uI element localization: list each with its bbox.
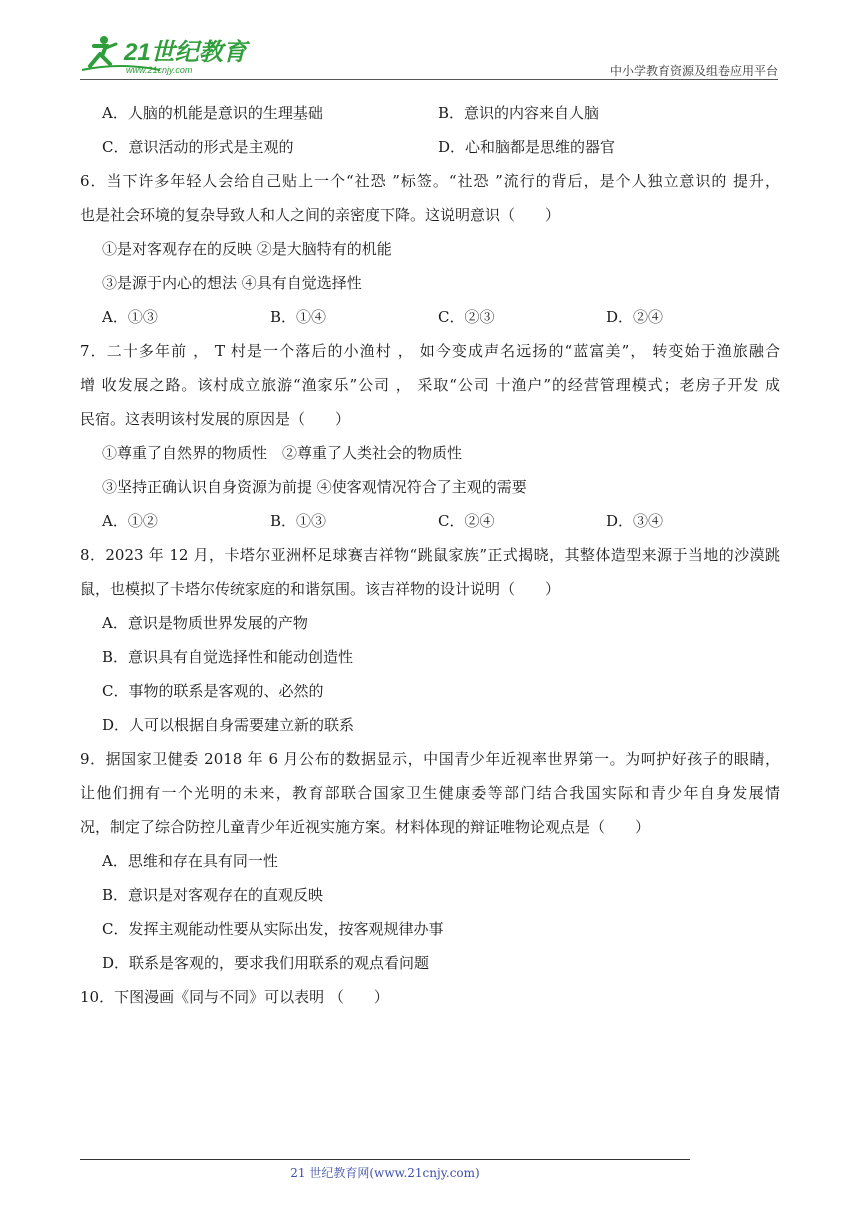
q5-option-b: B．意识的内容来自人脑	[438, 104, 600, 122]
q7-stem-line-2: 增 收发展之路。该村成立旅游“渔家乐”公司 ， 采取“公司 十渔户”的经营管理模式；老房子开发 成	[80, 376, 780, 394]
q5-option-a: A．人脑的机能是意识的生理基础	[102, 104, 323, 122]
q6-option-d: D．②④	[606, 308, 664, 326]
footer-divider	[80, 1159, 690, 1160]
q5-option-d: D．心和脑都是思维的器官	[438, 138, 616, 156]
svg-text:www.21cnjy.com: www.21cnjy.com	[126, 65, 193, 75]
q9-option-d: D．联系是客观的，要求我们用联系的观点看问题	[102, 954, 430, 972]
q5-options-row-2	[80, 130, 780, 164]
q6-options	[80, 300, 780, 334]
q7-option-d: D．③④	[606, 512, 664, 530]
q6-option-b: B．①④	[270, 308, 327, 326]
q7-option-b: B．①③	[270, 512, 327, 530]
logo-21cnjy	[80, 32, 250, 76]
q7-option-c: C．②④	[438, 512, 495, 530]
q5-options-row-1	[80, 96, 780, 130]
q5-option-c: C．意识活动的形式是主观的	[102, 138, 294, 156]
q7-stem-line-1: 7．二十多年前 ， T 村是一个落后的小渔村 ， 如今变成声名远扬的“蓝富美”， 转变始于渔旅融合	[80, 342, 780, 360]
q10-stem-line-1: 10．下图漫画《同与不同》可以表明 （ ）	[80, 988, 389, 1006]
q9-option-c: C．发挥主观能动性要从实际出发，按客观规律办事	[102, 920, 444, 938]
q9-stem-line-2: 让他们拥有一个光明的未来，教育部联合国家卫生健康委等部门结合我国实际和青少年自身发展情	[80, 784, 780, 802]
svg-text:21世纪教育: 21世纪教育	[124, 39, 247, 66]
header-divider	[80, 79, 778, 80]
q9-stem-line-1: 9．据国家卫健委 2018 年 6 月公布的数据显示，中国青少年近视率世界第一。为呵护好孩子的眼睛，	[80, 750, 780, 768]
q6-statement-2: ③是源于内心的想法 ④具有自觉选择性	[102, 274, 362, 292]
q7-statement-1: ①尊重了自然界的物质性 ②尊重了人类社会的物质性	[102, 444, 463, 462]
question-content	[80, 96, 780, 1014]
q8-option-b: B．意识具有自觉选择性和能动创造性	[102, 648, 354, 666]
q6-option-c: C．②③	[438, 308, 495, 326]
q8-option-a: A．意识是物质世界发展的产物	[102, 614, 308, 632]
q6-stem-line-1: 6．当下许多年轻人会给自己贴上一个“社恐 ”标签。“社恐 ”流行的背后，是个人独立意识的 提升，	[80, 172, 780, 190]
q6-stem-line-2: 也是社会环境的复杂导致人和人之间的亲密度下降。这说明意识（ ）	[80, 206, 561, 224]
q6-statement-1: ①是对客观存在的反映 ②是大脑特有的机能	[102, 240, 392, 258]
q8-stem-line-1: 8．2023 年 12 月，卡塔尔亚洲杯足球赛吉祥物“跳鼠家族”正式揭晓，其整体造型来源于当地的沙漠跳	[80, 546, 780, 564]
q6-option-a: A．①③	[102, 308, 158, 326]
q7-statement-2: ③坚持正确认识自身资源为前提 ④使客观情况符合了主观的需要	[102, 478, 527, 496]
q7-stem-line-3: 民宿。这表明该村发展的原因是（ ）	[80, 410, 351, 428]
header-platform-text: 中小学教育资源及组卷应用平台	[609, 64, 778, 78]
q9-option-b: B．意识是对客观存在的直观反映	[102, 886, 324, 904]
q8-option-c: C．事物的联系是客观的、必然的	[102, 682, 324, 700]
footer-source: 21 世纪教育网(www.21cnjy.com)	[290, 1166, 480, 1180]
q9-stem-line-3: 况，制定了综合防控儿童青少年近视实施方案。材料体现的辩证唯物论观点是（ ）	[80, 818, 651, 836]
q9-option-a: A．思维和存在具有同一性	[102, 852, 278, 870]
page-header	[80, 32, 778, 80]
q8-stem-line-2: 鼠，也模拟了卡塔尔传统家庭的和谐氛围。该吉祥物的设计说明（ ）	[80, 580, 561, 598]
q7-options	[80, 504, 780, 538]
q7-option-a: A．①②	[102, 512, 158, 530]
q8-option-d: D．人可以根据自身需要建立新的联系	[102, 716, 355, 734]
